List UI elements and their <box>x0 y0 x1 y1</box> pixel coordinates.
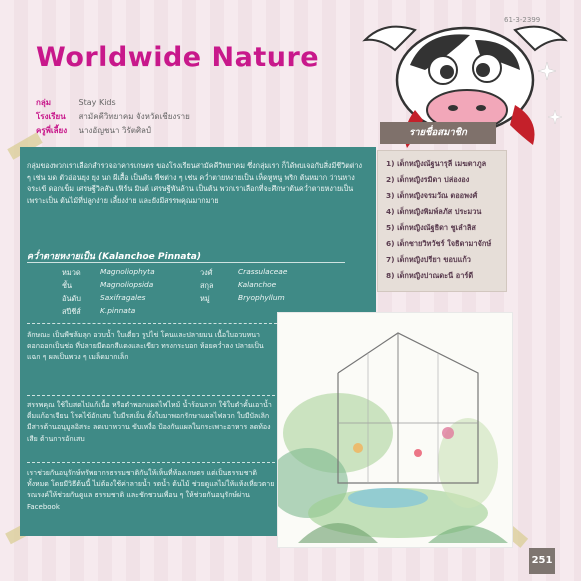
member-item: 5) เด็กหญิงณัฐธิดา ชูเลำลิส <box>386 223 476 232</box>
meta-value: Stay Kids <box>78 98 116 107</box>
member-item: 4) เด็กหญิงพิมพ์ลภัส ประมวน <box>386 207 482 216</box>
tax-rank: สปีชีส์ <box>62 307 81 316</box>
tax-rank: วงศ์ <box>200 268 213 277</box>
greenhouse-illustration <box>277 312 513 548</box>
member-item: 7) เด็กหญิงปรียา ขอบแก้ว <box>386 255 471 264</box>
tax-name: K.pinnata <box>100 306 136 315</box>
sparkle-icon <box>538 62 556 80</box>
plant-heading: คว่ำตายหงายเป็น (Kalanchoe Pinnata) <box>27 252 201 262</box>
member-item: 1) เด็กหญิงณัฐนารุลี เมฆตาภูล <box>386 159 487 168</box>
meta-value: นางอัญชนา วิรัตศิลป์ <box>78 126 152 135</box>
member-item: 8) เด็กหญิงปาณดะนี อาร์ดี <box>386 271 474 280</box>
meta-label: โรงเรียน <box>36 112 66 121</box>
page-number: 251 <box>529 548 555 574</box>
tax-name: Magnoliophyta <box>100 267 155 276</box>
meta-label: กลุ่ม <box>36 98 52 107</box>
divider <box>27 262 345 263</box>
tax-rank: อันดับ <box>62 294 81 303</box>
meta-school <box>36 110 190 123</box>
member-item: 3) เด็กหญิงจรมวัณ ตออพงศ์ <box>386 191 478 200</box>
divider <box>27 395 275 397</box>
page-title: Worldwide Nature <box>36 42 320 73</box>
meta-group <box>36 96 116 109</box>
tax-rank: สกุล <box>200 281 214 290</box>
meta-value: สามัคคีวิทยาคม จังหวัดเชียงราย <box>78 112 190 121</box>
tax-name: Magnoliopsida <box>100 280 154 289</box>
tax-name: Kalanchoe <box>238 280 277 289</box>
conservation-paragraph: เราช่วยกันอนุรักษ์ทรัพยากรธรรมชาติกันให้เห็นที่ห้องเกษตร แต่เป็นธรรมชาติทั้งหมด โดยมีวิธีต้นนี้ ไม่ต้องใช้ค่าลายน้ำ รดน้ำ ต้นไม้ ช่วยดูแลไม่ให้แห้งเหี่ยวตาย รณรงค์ให้ช่วยกันดูแล ธรรมชาติ และชักชวนเพื่อน ๆ ให้ช่วยกันอนุรักษ์ผ่าน Facebook <box>27 469 275 511</box>
tax-name: Saxifragales <box>100 293 146 302</box>
meta-teacher <box>36 124 151 137</box>
member-item: 2) เด็กหญิงรมิดา ปล่ององ <box>386 175 470 184</box>
divider <box>27 462 275 464</box>
members-heading: รายชื่อสมาชิก <box>380 122 496 144</box>
tax-name: Crassulaceae <box>238 267 288 276</box>
tax-rank: หมู่ <box>200 294 210 303</box>
sparkle-icon <box>548 110 562 124</box>
divider <box>27 323 277 325</box>
tax-rank: ชั้น <box>62 281 73 290</box>
intro-paragraph: กลุ่มของพวกเราเลือกสำรวจอาคารเกษตร ของโรงเรียนสามัคคีวิทยาคม ซึ่งกลุ่มเรา ก็ได้พบเจอกับสิ่งมีชีวิตต่าง ๆ เช่น มด ตัวอ่อนยุง ยุง นก ผีเสื้อ เป็นต้น พืชต่าง ๆ เช่น คว่ำตายหงายเป็น เห็ดหูหนู พริก ต้นหมาก ว่านหางจระเข้ ดอกเข็ม เศรษฐีวิลสัน เฟิร์น มินต์ เศรษฐีพันล้าน เป็นต้น พวกเราเลือกที่จะศึกษาต้นคว่ำตายหงายเป็น เพราะเป็น ต้นไม้ที่ปลูกง่าย เลี้ยงง่าย และยังมีสรรพคุณมากมาย <box>27 161 363 205</box>
meta-label: ครูพี่เลี้ยง <box>36 126 68 135</box>
description-paragraph: ลักษณะ เป็นพืชล้มลุก อวบน้ำ ใบเดี่ยว รูปไข่ โคนและปลายมน เนื้อใบอวบหนา ดอกออกเป็นช่อ ที่ปลายมีดอกสีแดงและเขียว ทรงกระบอก ห้อยคว่ำลง ปลายเป็นแฉก ๆ ผลเป็นพวง ๆ เมล็ดมากเล็ก <box>27 331 264 362</box>
benefits-paragraph: สรรพคุณ ใช้ใบสดไปแก้เนื้อ หรือตำพอกแผลไฟไหม้ น้ำร้อนลวก ใช้ใบตำคั้นเอาน้ำดื่มแก้อาเจียน โรคไข้อักเสบ ใบมีรสเย็น ตั้งใบมาพอกรักษาแผลไฟลวก ใบมีบัลเลิก มีสารต้านอนุมูลอิสระ ลดเบาหวาน ขับเหงื่อ ป้องกันแผลในกระเพาะอาหาร ลดท้องเสีย ต้านการอักเสบ <box>27 401 272 443</box>
page-code: 61-3-2399 <box>504 16 541 24</box>
member-item: 6) เด็กชายวิทวัชร์ ใจธิดามาจักษ์ <box>386 239 492 248</box>
tax-rank: หมวด <box>62 268 81 277</box>
tax-name: Bryophyllum <box>238 293 285 302</box>
